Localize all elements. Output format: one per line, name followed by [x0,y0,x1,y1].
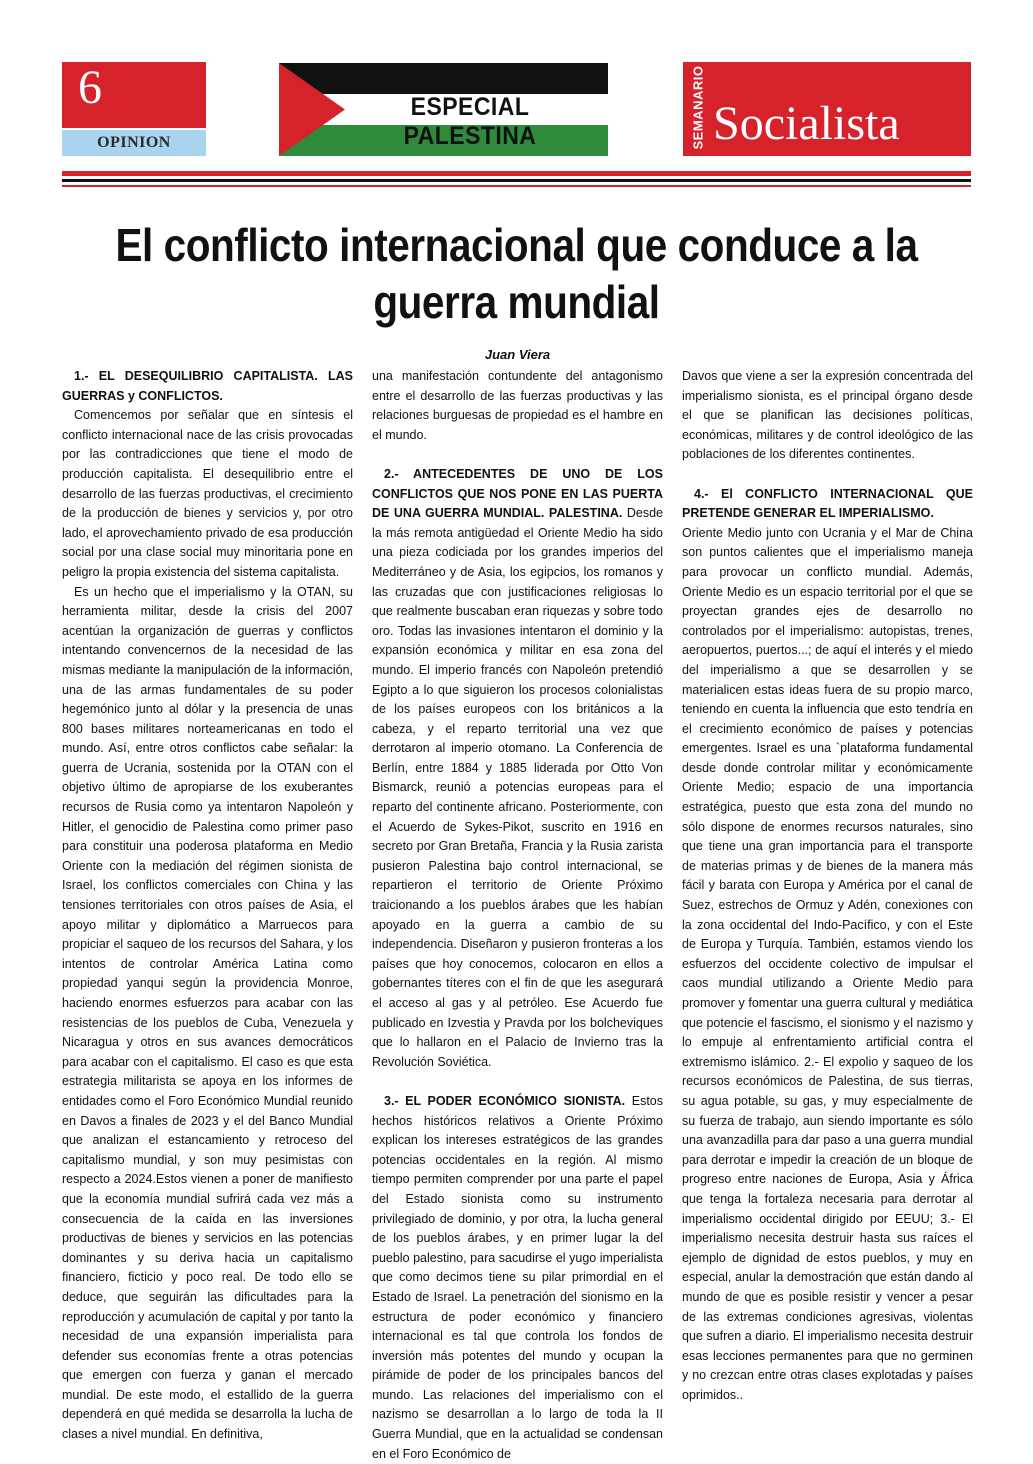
paragraph: Oriente Medio junto con Ucrania y el Mar de China son puntos calientes que el imperialismo maneja para provocar un conflicto mundial. Además, Oriente Medio es un espacio territorial por el que se proyectan grandes ejes de desarrollo no controlados por el imperialismo: autopistas, trenes, aeropuertos, puertos...; de aquí el interés y el miedo del imperialismo a que se desarrollen y se materialicen estas ideas fuera de su propio marco, teniendo en cuenta la influencia que esto tendría en el crecimiento económico de países y potencias emergentes. Israel es una `plataforma fundamental desde donde controlar militar y económicamente Oriente Medio; espacio de una importancia estratégica, puesto que esta zona del mundo no sólo dispone de enormes recursos naturales, sino que tiene una gran importancia para el transporte de materias primas y de bienes de la manera más fácil y barata con Europa y América por el canal de Suez, estrechos de Ormuz y Adén, conexiones con la zona occidental del Indo-Pacífico, y con el Este de Europa y Turquía. También, estamos viendo los esfuerzos del occidente colectivo de impulsar el caos mundial utilizando a Oriente Medio para promover y fomentar una guerra cultural y mediática que potencie el fascismo, el sionismo y el nazismo y lo empuje al enfrentamiento artificial contra el extremismo islámico. 2.- El expolio y saqueo de los recursos económicos de Palestina, de sus tierras, su agua potable, su gas, y muy especialmente de su fuerza de trabajo, aun siendo importante es sólo una avanzadilla para dar paso a una guerra mundial para derrotar e impedir la creación de un bloque de progreso entre naciones de Europa, Asia y África que tenga la fortaleza necesaria para derrotar al imperialismo occidental dirigido por EEUU; 3.- El imperialismo necesita destruir hasta sus raíces el ejemplo de dignidad de estos pueblos, y muy en especial, anular la demostración que están dando al mundo de que es posible resistir y vencer a pesar de las extremas condiciones agresivas, violentas que sufren a diario. El imperialismo necesita destruir esas lecciones permanentes para que no germinen y no crezcan entre otras clases explotadas y países oprimidos.. [682,525,973,1402]
article-column-1 [62,367,353,1445]
paragraph: Comencemos por señalar que en síntesis el conflicto internacional nace de las crisis provocadas por las contradicciones que tiene el modo de producción capitalista. El desequilibrio entre el desarrollo de las fuerzas productivas, el crecimiento de la producción de bienes y servicios y, por otro lado, el aprovechamiento privado de esa producción social por una clase social muy minoritaria pone en peligro la propia existencia del sistema capitalista. [62,408,353,579]
headline-line-1: El conflicto internacional que conduce a la [115,219,918,271]
headline-line-2: guerra mundial [373,276,660,328]
paragraph: Estos hechos históricos relativos a Oriente Próximo explican los intereses estratégicos de las grandes potencias occidentales en la región. Al mismo tiempo permiten comprender por una parte el papel del Estado sionista como su instrumento privilegiado de dominio, y por otra, la lucha general de los pueblos árabes, y en primer lugar la del pueblo palestino, para sacudirse el yugo imperialista que como decimos tiene su pilar primordial en el Estado de Israel. La penetración del sionismo en la estructura de poder económico y financiero internacional es tal que controla los fondos de inversión más potentes del mundo y ocupan la pirámide de poder de los principales bancos del mundo. Las relaciones del imperialismo con el nazismo se desarrollan a lo largo de toda la II Guerra Mundial, que en la actualidad se condensan en el Foro Económico de [372,1093,663,1461]
section-heading-4: 4.- El CONFLICTO INTERNACIONAL QUE PRETENDE GENERAR EL IMPERIALISMO. [682,486,973,521]
article-headline [97,217,936,331]
page-number: 6 [78,61,102,114]
section-heading-3: 3.- EL PODER ECONÓMICO SIONISTA. [384,1093,626,1108]
header-rule-red [62,171,971,176]
paragraph: Desde la más remota antigüedad el Oriente Medio ha sido una pieza codiciada por los grandes imperios del Mediterráneo y de Asia, los egipcios, los romanos y las cruzadas que con justificaciones religiosas lo que realmente buscaban eran riquezas y sobre todo oro. Todas las invasiones intentaron el dominio y la expansión económica y militar en esa zona del mundo. El imperio francés con Napoleón pretendió Egipto a lo que siguieron los procesos colonialistas de los países europeos con los británicos a la cabeza, y el reparto territorial una vez que derrotaron al imperio otomano. La Conferencia de Berlín, entre 1884 y 1885 liderada por Otto Von Bismarck, reunió a potencias europeas para el reparto del continente africano. Posteriormente, con el Acuerdo de Sykes-Pikot, suscrito en 1916 en secreto por Gran Bretaña, Francia y la Rusia zarista pusieron Palestina bajo control internacional, se repartieron el territorio de Oriente Próximo traicionando a los pueblos árabes que les habían apoyado en la guerra a cambio de su independencia. Diseñaron y pusieron fronteras a los países que hoy conocemos, colocaron en ellos a gobernantes títeres con el fin de que les asegurará el acceso al gas y al petróleo. Ese Acuerdo fue publicado en Izvestia y Pravda por los bolcheviques que lo hallaron en el Palacio de Invierno tras la Revolución Soviética. [372,506,663,1069]
section-heading-1: 1.- EL DESEQUILIBRIO CAPITALISTA. LAS GUERRAS y CONFLICTOS. [62,369,353,403]
article-byline: Juan Viera [484,347,551,362]
article-column-3 [682,367,973,1405]
header-rule-black [62,179,971,182]
section-heading-2: 2.- ANTECEDENTES DE UNO DE LOS CONFLICTOS QUE NOS PONE EN LAS PUERTA DE UNA GUERRA MUNDIAL. PALESTINA. [372,466,663,521]
article-column-2 [372,367,663,1464]
special-section-title: ESPECIAL PALESTINA [403,93,537,150]
paragraph: Es un hecho que el imperialismo y la OTAN, su herramienta militar, desde la crisis del 2007 acentúan la organización de guerras y conflictos intentando convencernos de la necesidad de las mismas mediante la manipulación de la información, una de las armas fundamentales de su poder hegemónico junto al dólar y la presencia de unas 800 bases militares norteamericanas en todo el mundo. Así, entre otros conflictos cabe señalar: la guerra de Ucrania, sostenida por la OTAN con el objetivo último de apropiarse de los exuberantes recursos de Rusia como ya intentaron Napoleón y Hitler, el genocidio de Palestina como primer paso para constituir una poderosa plataforma en Medio Oriente con la mediación del régimen sionista de Israel, los conflictos comerciales con China y las tensiones territoriales con otros países de Asia, el apoyo militar y diplomático a Marruecos para propiciar el saqueo de los recursos del Sahara, y los intentos de controlar América Latina como propiedad yanqui según la providencia Monroe, haciendo enormes esfuerzos para acabar con las resistencias de los pueblos de Cuba, Venezuela y Nicaragua y otros en sus avances democráticos para acabar con el capitalismo. El caso es que esta estrategia militarista se apoya en los informes de entidades como el Foro Económico Mundial reunido en Davos a finales de 2023 y el del Banco Mundial que analizan el estancamiento y retroceso del capitalismo mundial, y son muy pesimistas con respecto a 2024.Estos vienen a poner de manifiesto que la economía mundial sufrirá cada vez más a consecuencia de la caída en las inversiones productivas de bienes y servicios en las potencias dominantes y su deriva hacia un capitalismo financiero, ficticio y poco real. De todo ello se deduce, que seguirán las dificultades para la reproducción y acumulación de capital y por tanto la necesidad de una expansión imperialista para defender sus economías frente a otras potencias que emergen con fuerza y ganan el mercado mundial. De este modo, el estallido de la guerra dependerá en qué medida se desarrolla la lucha de clases a nivel mundial. En definitiva, [62,584,353,1442]
masthead-title: Socialista [713,97,900,150]
section-label: OPINION [97,134,171,151]
masthead-subtitle: SEMANARIO [690,65,706,150]
paragraph: una manifestación contundente del antagonismo entre el desarrollo de las fuerzas productivas y las relaciones burguesas de propiedad es el hambre en el mundo. [372,369,663,442]
header-rule-red-thin [62,185,971,187]
paragraph: Davos que viene a ser la expresión concentrada del imperialismo sionista, es el principal órgano desde el que se planifican las decisiones políticas, económicas, militares y de control ideológico de las poblaciones de los diferentes continentes. [682,369,973,462]
flag-black-stripe [279,63,608,94]
